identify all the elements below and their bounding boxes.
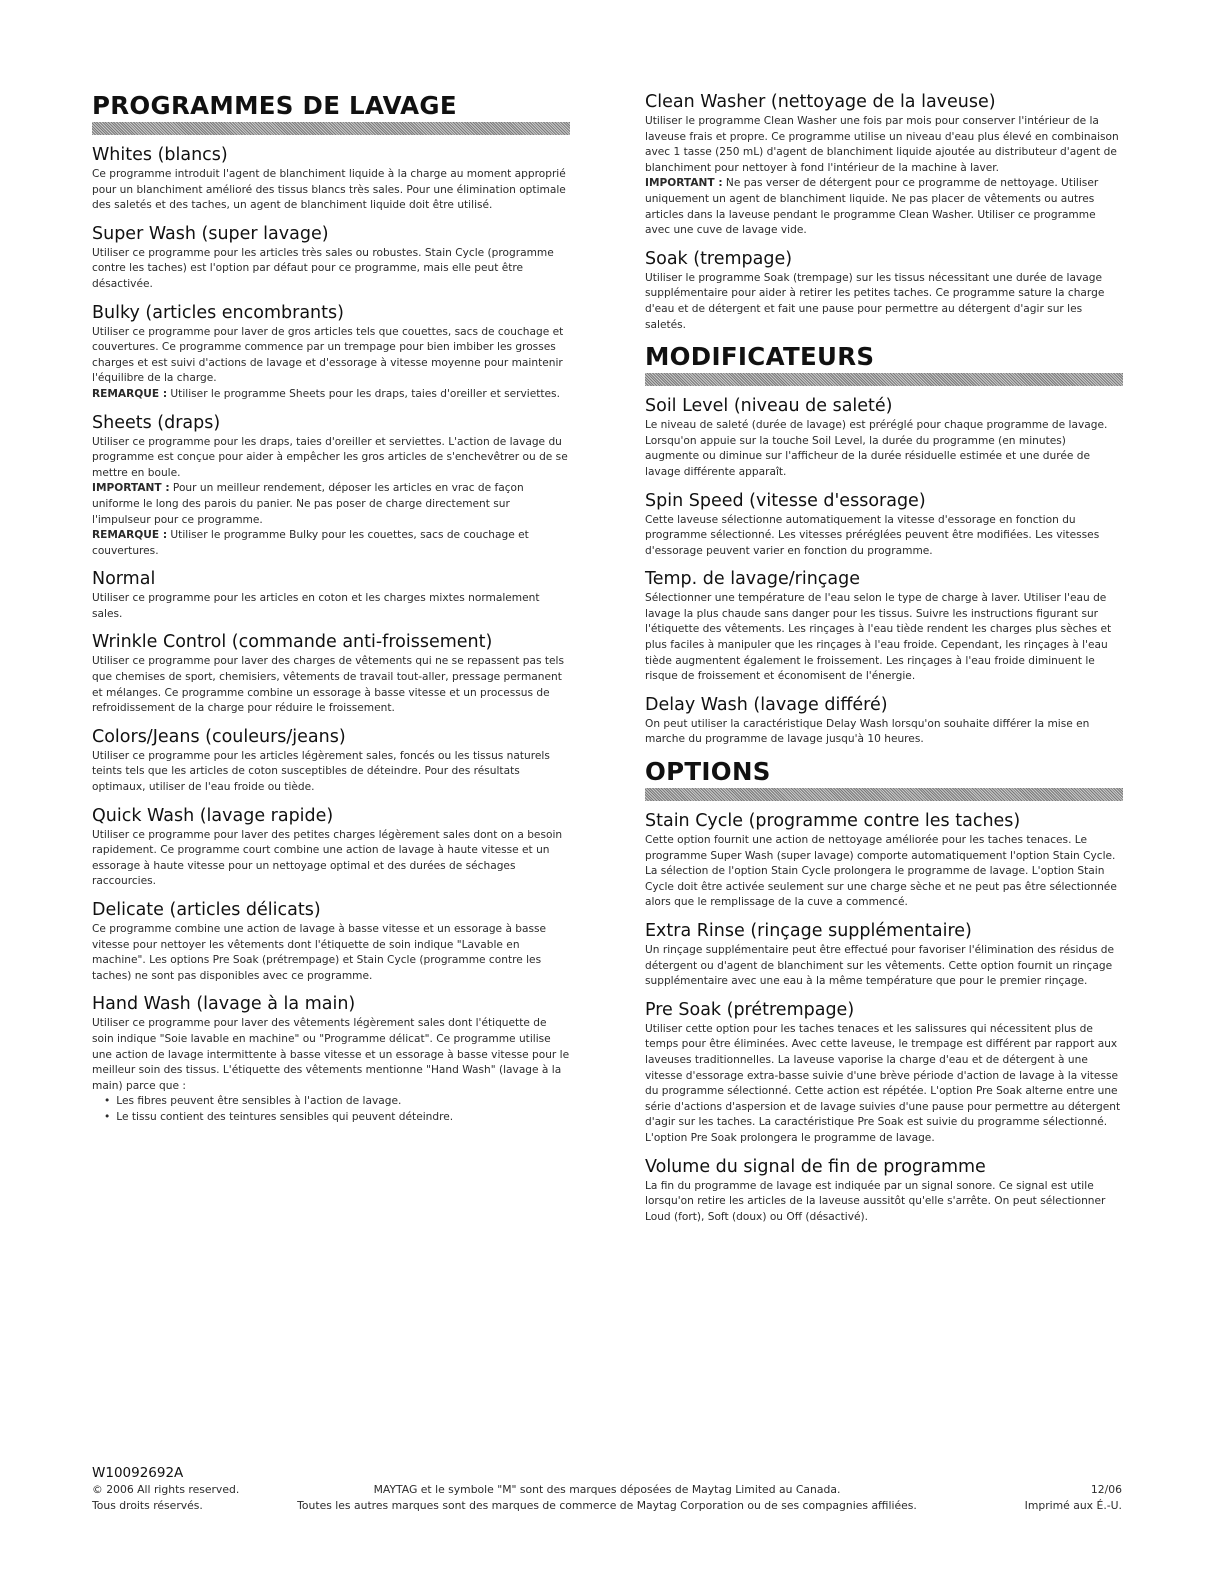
modifier-delay-wash	[645, 695, 1123, 748]
cycle-heading: Super Wash (super lavage)	[92, 223, 329, 244]
left-column	[92, 92, 570, 1136]
cycle-wrinkle-control	[92, 632, 570, 716]
cycle-soak	[645, 249, 1123, 333]
modifier-description: On peut utiliser la caractéristique Delay Wash lorsqu'on souhaite différer la mise en marche du programme de lavage jusqu'à 10 heures.	[645, 717, 1090, 746]
cycle-description: Utiliser ce programme pour laver des vêtements légèrement sales dont l'étiquette de soin indique "Soie lavable en machine" ou "Programme délicat". Ce programme utilise une action de lavage intermittente à basse vitesse et un essorage à basse vitesse pour le meilleur soin des tissus. L'étiquette des vêtements mentionne "Hand Wash" (lavage à la main) parce que :	[92, 1017, 570, 1092]
section-title-programmes: PROGRAMMES DE LAVAGE	[92, 91, 457, 120]
cycle-normal	[92, 569, 570, 622]
cycle-description: Utiliser ce programme pour les articles légèrement sales, foncés ou les tissus naturels teints tels que les articles de coton susceptibles de déteindre. Pour des résultats optimaux, utiliser de l'eau froide ou tiède.	[92, 749, 550, 794]
footer-row	[92, 1498, 1122, 1514]
cycle-whites	[92, 145, 570, 214]
section-divider	[645, 373, 1123, 386]
cycle-description: Utiliser ce programme pour les articles très sales ou robustes. Stain Cycle (programme contre les taches) est l'option par défaut pour ce programme, mais elle peut être désactivée.	[92, 246, 554, 290]
option-heading: Volume du signal de fin de programme	[645, 1156, 986, 1177]
list-item: • Le tissu contient des teintures sensibles qui peuvent déteindre.	[114, 1110, 570, 1126]
page-footer	[92, 1465, 1122, 1514]
cycle-heading: Wrinkle Control (commande anti-froissement)	[92, 632, 493, 653]
cycle-description: Utiliser ce programme pour laver des petites charges légèrement sales dont on a besoin rapidement. Ce programme court combine une action de lavage à haute vitesse et un essorage à haute vitesse pour un nettoyage optimal et des durées de séchages raccourcies.	[92, 828, 563, 888]
cycle-sheets	[92, 413, 570, 560]
option-description: Un rinçage supplémentaire peut être effectué pour favoriser l'élimination des résidus de détergent ou d'agent de blanchiment sur les vêtements. Cette option fournit un rinçage supplémentaire avec une eau à la même température que pour le premier rinçage.	[645, 944, 1114, 988]
cycle-description: Utiliser le programme Soak (trempage) sur les tissus nécessitant une durée de lavage supplémentaire pour aider à retirer les petites taches. Ce programme sature la charge d'eau et de détergent et fait une pause pour permettre au détergent d'agir sur les saletés.	[645, 271, 1105, 331]
cycle-description: Ce programme combine une action de lavage à basse vitesse et un essorage à basse vitesse pour nettoyer les vêtements dont l'étiquette de soin indique "Lavable en machine". Les options Pre Soak (prétrempage) et Stain Cycle (programme contre les taches) ne sont pas disponibles avec ce programme.	[92, 923, 547, 982]
modifier-spin-speed	[645, 491, 1123, 560]
modifier-description: Le niveau de saleté (durée de lavage) est préréglé pour chaque programme de lavage. Lorsqu'on appuie sur la touche Soil Level, la durée du programme (en minutes) augmente ou diminue sur l'afficheur de la durée résiduelle estimée et une durée de lavage différente apparaît.	[645, 419, 1108, 478]
cycle-important	[645, 176, 1123, 238]
printed-in: Imprimé aux É.-U.	[1024, 1499, 1122, 1512]
cycle-heading: Clean Washer (nettoyage de la laveuse)	[645, 92, 996, 112]
option-extra-rinse	[645, 921, 1123, 990]
cycle-note	[92, 387, 570, 403]
modifier-soil-level	[645, 396, 1123, 480]
cycle-heading: Whites (blancs)	[92, 145, 228, 165]
modifier-heading: Delay Wash (lavage différé)	[645, 694, 888, 715]
option-end-signal	[645, 1157, 1123, 1226]
list-item: • Les fibres peuvent être sensibles à l'action de lavage.	[114, 1094, 570, 1110]
modifier-temp	[645, 569, 1123, 685]
cycle-delicate	[92, 900, 570, 984]
cycle-colors-jeans	[92, 727, 570, 796]
option-heading: Stain Cycle (programme contre les taches)	[645, 811, 1021, 832]
cycle-description: Utiliser ce programme pour laver des charges de vêtements qui ne se repassent pas tels que chemises de sport, chemisiers, vêtements de travail tout-aller, pressage permanent et mélanges. Ce programme combine un essorage à basse vitesse et un processus de refroidissement de la charge pour réduire le froissement.	[92, 655, 564, 715]
cycle-heading: Quick Wash (lavage rapide)	[92, 805, 334, 826]
cycle-heading: Soak (trempage)	[645, 248, 793, 269]
modifier-heading: Temp. de lavage/rinçage	[645, 569, 861, 590]
note-text: Utiliser le programme Bulky pour les couettes, sacs de couchage et couvertures.	[92, 529, 529, 557]
cycle-heading: Hand Wash (lavage à la main)	[92, 994, 356, 1015]
note-label: REMARQUE :	[92, 529, 168, 542]
cycle-clean-washer	[645, 92, 1123, 239]
section-divider	[92, 122, 570, 135]
important-text: Pour un meilleur rendement, déposer les articles en vrac de façon uniforme le long des parois du panier. Ne pas poser de charge directement sur l'impulseur pour ce programme.	[92, 482, 524, 526]
important-label: IMPORTANT :	[645, 177, 723, 190]
cycle-important	[92, 481, 570, 528]
cycle-description: Utiliser le programme Clean Washer une fois par mois pour conserver l'intérieur de la laveuse frais et propre. Ce programme utilise un niveau d'eau plus élevé en combinaison avec 1 tasse (250 mL) d'agent de blanchiment liquide ajoutée au distributeur d'agent de blanchiment pour nettoyer à fond l'intérieur de la machine à laver.	[645, 115, 1119, 174]
option-heading: Pre Soak (prétrempage)	[645, 999, 855, 1020]
footer-row	[92, 1482, 1122, 1498]
section-title-modificateurs: MODIFICATEURS	[645, 342, 875, 372]
important-text: Ne pas verser de détergent pour ce programme de nettoyage. Utiliser uniquement un agent de blanchiment liquide. Ne pas placer de vêtements ou autres articles dans la laveuse pendant le programme Clean Washer. Utiliser ce programme avec une cuve de lavage vide.	[645, 177, 1099, 237]
cycle-heading: Colors/Jeans (couleurs/jeans)	[92, 726, 346, 747]
section-title-options: OPTIONS	[645, 757, 771, 787]
cycle-bulky	[92, 303, 570, 403]
section-divider	[645, 788, 1123, 801]
cycle-description: Utiliser ce programme pour les articles en coton et les charges mixtes normalement sales.	[92, 592, 540, 620]
print-date: 12/06	[1090, 1483, 1122, 1496]
cycle-quick-wash	[92, 806, 570, 890]
note-text: Utiliser le programme Sheets pour les draps, taies d'oreiller et serviettes.	[167, 387, 560, 400]
trademark-notice: Toutes les autres marques sont des marques de commerce de Maytag Corporation ou de ses compagnies affiliées.	[297, 1499, 917, 1512]
note-label: REMARQUE :	[92, 387, 168, 400]
right-column	[645, 92, 1123, 1235]
important-label: IMPORTANT :	[92, 482, 170, 495]
cycle-note	[92, 528, 570, 559]
copyright: © 2006 All rights reserved.	[92, 1483, 240, 1496]
option-heading: Extra Rinse (rinçage supplémentaire)	[645, 921, 972, 941]
cycle-description: Ce programme introduit l'agent de blanchiment liquide à la charge au moment approprié pour un blanchiment amélioré des tissus blancs très sales. Pour une élimination optimale des saletés et des taches, un agent de blanchiment liquide doit être utilisé.	[92, 168, 566, 212]
option-description: Utiliser cette option pour les taches tenaces et les salissures qui nécessitent plus de temps pour être éliminées. Avec cette laveuse, le trempage est différent par rapport aux laveuses traditionnelles. La laveuse vaporise la charge d'eau et de détergent à une vitesse d'essorage extra-basse suivie d'une brève période d'action de lavage à la vitesse du programme sélectionné. Cette action est répétée. L'option Pre Soak alterne entre une série d'actions d'aspersion et de lavage suivies d'une pause pour permettre au détergent d'agir sur les taches. La caractéristique Pre Soak est suivie du programme sélectionné. L'option Pre Soak prolongera le programme de lavage.	[645, 1022, 1121, 1144]
modifier-description: Sélectionner une température de l'eau selon le type de charge à laver. Utiliser l'eau de lavage la plus chaude sans danger pour les tissus. Suivre les instructions figurant sur l'étiquette des vêtements. Les rinçages à l'eau tiède rendent les charges plus sèches et plus faciles à manipuler que les rinçages à l'eau froide. Cependant, les rinçages à l'eau tiède augmentent également le froissement. Les rinçages à l'eau froide diminuent le risque de froissement et économisent de l'énergie.	[645, 592, 1112, 683]
cycle-heading: Normal	[92, 569, 156, 590]
modifier-heading: Soil Level (niveau de saleté)	[645, 396, 893, 417]
trademark-notice: MAYTAG et le symbole "M" sont des marques déposées de Maytag Limited au Canada.	[373, 1483, 841, 1496]
cycle-hand-wash	[92, 994, 570, 1125]
cycle-heading: Delicate (articles délicats)	[92, 900, 321, 920]
bullet-list	[92, 1094, 570, 1125]
option-pre-soak	[645, 1000, 1123, 1147]
modifier-heading: Spin Speed (vitesse d'essorage)	[645, 490, 926, 511]
rights-reserved: Tous droits réservés.	[92, 1499, 203, 1512]
document-number: W10092692A	[92, 1465, 184, 1481]
cycle-heading: Sheets (draps)	[92, 412, 221, 433]
option-description: Cette option fournit une action de nettoyage améliorée pour les taches tenaces. Le programme Super Wash (super lavage) comporte automatiquement l'option Stain Cycle. La sélection de l'option Stain Cycle prolongera le programme de lavage. L'option Stain Cycle doit être activée seulement sur une charge sèche et ne peut pas être sélectionnée alors que le remplissage de la cuve a commencé.	[645, 834, 1117, 909]
option-stain-cycle	[645, 811, 1123, 911]
modifier-description: Cette laveuse sélectionne automatiquement la vitesse d'essorage en fonction du programme sélectionné. Les vitesses préréglées peuvent être modifiées. Les vitesses d'essorage peuvent varier en fonction du programme.	[645, 513, 1100, 557]
cycle-heading: Bulky (articles encombrants)	[92, 302, 344, 323]
cycle-super-wash	[92, 224, 570, 293]
cycle-description: Utiliser ce programme pour les draps, taies d'oreiller et serviettes. L'action de lavage du programme est conçue pour aider à empêcher les gros articles de s'enchevêtrer ou de se mettre en boule.	[92, 435, 568, 479]
cycle-description: Utiliser ce programme pour laver de gros articles tels que couettes, sacs de couchage et couvertures. Ce programme commence par un trempage pour bien imbiber les grosses charges et est suivi d'actions de lavage et d'essorage à vitesse moyenne pour maintenir l'équilibre de la charge.	[92, 325, 564, 385]
option-description: La fin du programme de lavage est indiquée par un signal sonore. Ce signal est utile lorsqu'on retire les articles de la laveuse aussitôt qu'elle s'arrête. On peut sélectionner Loud (fort), Soft (doux) ou Off (désactivé).	[645, 1179, 1106, 1223]
